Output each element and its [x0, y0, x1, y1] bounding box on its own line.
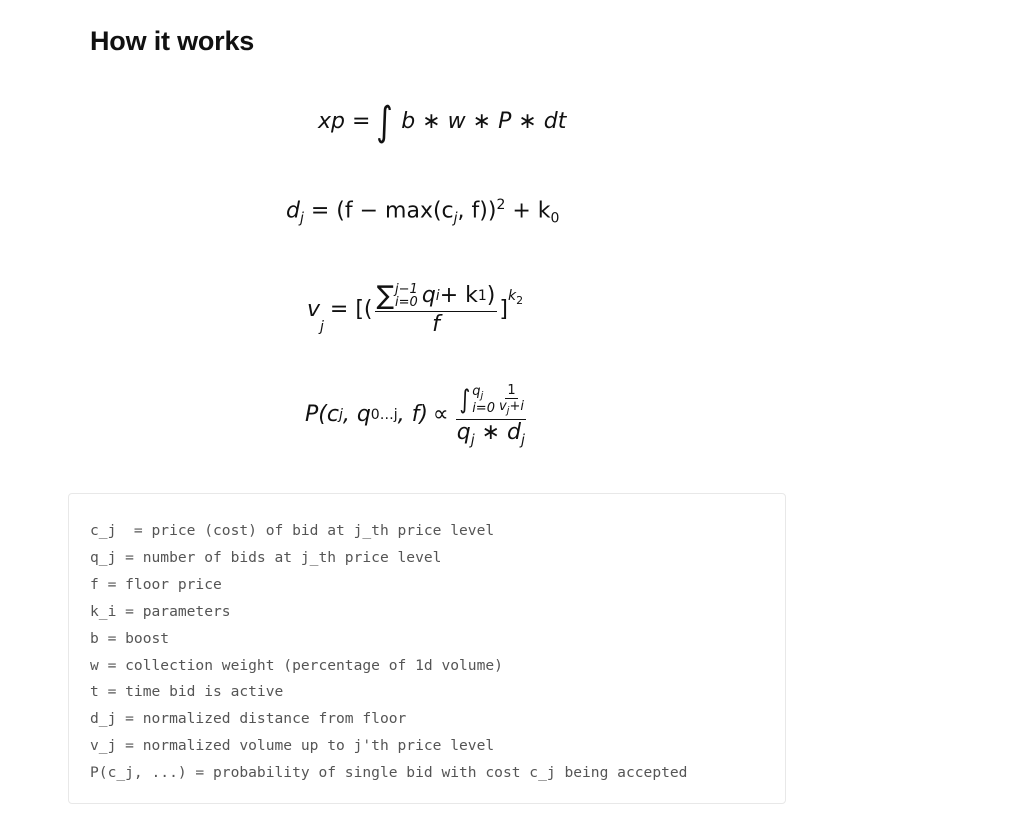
eq4-integral-sign: ∫: [458, 385, 470, 416]
eq3-num-close: ): [486, 283, 496, 308]
eq2-rhs-b: , f)): [457, 198, 497, 224]
sum-sign: ∑: [376, 281, 395, 311]
definitions-code-block: [68, 493, 786, 804]
eq3-num-k-sub: 1: [477, 288, 487, 304]
proportional-sign: ∝: [432, 402, 449, 428]
eq4-int-upper: q: [472, 383, 481, 399]
eq2-rhs-a: = (f − max(c: [310, 198, 454, 224]
definition-line: d_j = normalized distance from floor: [90, 710, 407, 728]
eq3-exp-sub: 2: [516, 293, 524, 307]
eq2-rhs-sub2: 0: [550, 210, 560, 227]
eq2-lhs: d: [286, 198, 300, 224]
definition-line: f = floor price: [90, 575, 222, 593]
definition-line: b = boost: [90, 629, 170, 647]
eq4-den-sub2: j: [520, 431, 525, 448]
eq4-inner-den-tail: +i: [509, 399, 524, 414]
eq4-inner-den: v: [498, 399, 507, 414]
sum-upper-limit: j−1: [395, 282, 418, 297]
eq4-inner-fraction: [499, 384, 524, 417]
eq4-inner-num: 1: [507, 383, 516, 398]
eq3-num-q: q: [421, 283, 436, 308]
definition-line: t = time bid is active: [90, 683, 284, 701]
equation-probability: [305, 384, 528, 447]
eq4-lhs-sub2: 0…j: [370, 407, 398, 424]
eq4-int-lower: i=0: [472, 401, 495, 417]
eq4-inner-den-sub: j: [506, 405, 510, 417]
eq4-den-sub1: j: [470, 431, 475, 448]
definition-line: q_j = number of bids at j_th price level: [90, 548, 442, 566]
eq2-rhs-sup: 2: [496, 197, 506, 213]
definition-line: k_i = parameters: [90, 602, 231, 620]
equation-xp: [318, 96, 566, 148]
equation-distance: [286, 198, 559, 226]
eq1-body: b ∗ w ∗ P ∗ dt: [401, 109, 567, 134]
eq2-lhs-sub: j: [299, 210, 304, 227]
definition-line: P(c_j, ...) = probability of single bid with cost c_j being accepted: [90, 764, 688, 782]
eq3-num-k: + k: [439, 283, 478, 308]
eq4-den-d: ∗ d: [474, 419, 521, 445]
eq3-num-q-sub: i: [435, 288, 440, 304]
eq4-den-q: q: [456, 419, 471, 445]
eq3-open: = [(: [329, 296, 373, 322]
eq3-lhs-sub: j: [320, 319, 324, 335]
sum-lower-limit: i=0: [395, 295, 418, 310]
eq3-lhs: v: [307, 296, 321, 322]
eq2-rhs-sub: j: [453, 210, 458, 227]
eq3-den: f: [432, 312, 440, 337]
eq3-close: ]: [499, 296, 508, 322]
eq4-lhs-c: , f): [397, 402, 428, 428]
eq4-int-upper-sub: j: [480, 390, 484, 402]
eq2-rhs-c: + k: [505, 198, 551, 224]
eq3-fraction: [375, 283, 498, 336]
integral-sign: ∫: [376, 99, 394, 145]
eq1-equals: =: [351, 109, 371, 134]
eq3-exp: k: [507, 288, 517, 304]
eq4-lhs-sub1: j: [338, 407, 343, 424]
eq4-fraction: [456, 384, 526, 447]
eq1-lhs: xp: [318, 109, 345, 134]
definition-line: v_j = normalized volume up to j'th price level: [90, 737, 495, 755]
eq4-lhs-a: P(c: [305, 402, 339, 428]
page-heading: How it works: [90, 26, 255, 56]
equation-volume: [307, 283, 523, 336]
eq4-lhs-b: , q: [342, 402, 371, 428]
definition-line: w = collection weight (percentage of 1d volume): [90, 656, 503, 674]
definition-line: c_j = price (cost) of bid at j_th price level: [90, 522, 495, 539]
